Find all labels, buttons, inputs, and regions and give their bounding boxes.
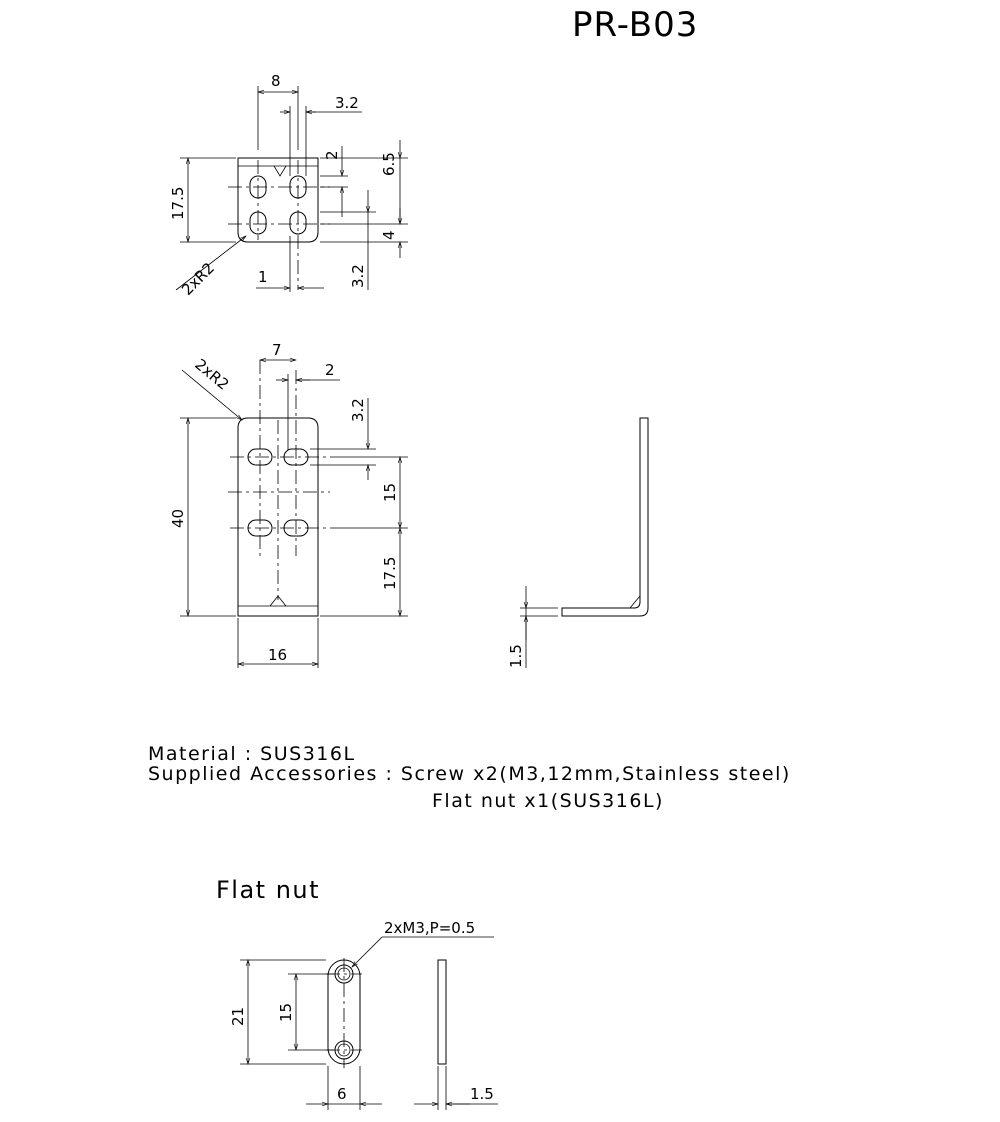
accessories-note: Supplied Accessories : Screw x2(M3,12mm,Stainless steel) — [148, 763, 791, 785]
flat-nut-side-outline — [438, 960, 446, 1064]
dim-front-radius: 2xR2 — [191, 355, 233, 394]
dim-top-17-5: 17.5 — [169, 186, 187, 220]
dim-front-17-5: 17.5 — [381, 556, 399, 590]
dim-nut-15: 15 — [277, 1002, 295, 1022]
dim-front-40: 40 — [169, 508, 187, 528]
dim-front-16: 16 — [268, 646, 288, 664]
dim-front-2: 2 — [325, 361, 335, 379]
dim-top-radius: 2xR2 — [178, 258, 218, 299]
dim-side-1-5: 1.5 — [507, 644, 525, 668]
front-view — [169, 341, 408, 668]
side-view — [507, 418, 648, 668]
dim-top-3-2-right: 3.2 — [349, 264, 367, 288]
drawing-title: PR-B03 — [572, 5, 699, 45]
flat-nut-front-view — [229, 919, 494, 1110]
flat-nut-heading: Flat nut — [216, 876, 321, 904]
side-view-outline — [562, 418, 648, 616]
dim-top-6-5: 6.5 — [380, 152, 398, 176]
dim-top-1: 1 — [258, 268, 268, 286]
top-view — [169, 72, 408, 299]
accessories-note-2: Flat nut x1(SUS316L) — [432, 790, 664, 812]
flat-nut-side-view — [414, 960, 498, 1110]
material-note: Material : SUS316L — [148, 743, 356, 765]
dim-front-3-2: 3.2 — [349, 398, 367, 422]
dim-nut-21: 21 — [229, 1006, 247, 1026]
flat-nut-thread: 2xM3,P=0.5 — [384, 919, 476, 937]
dim-nut-1-5: 1.5 — [470, 1085, 494, 1103]
dim-top-8: 8 — [271, 72, 281, 90]
dim-front-7: 7 — [272, 341, 282, 359]
dim-front-15: 15 — [381, 482, 399, 502]
dim-nut-6: 6 — [337, 1085, 347, 1103]
dim-top-2: 2 — [323, 150, 341, 160]
dim-top-4: 4 — [380, 230, 398, 240]
dim-top-3-2: 3.2 — [335, 94, 359, 112]
